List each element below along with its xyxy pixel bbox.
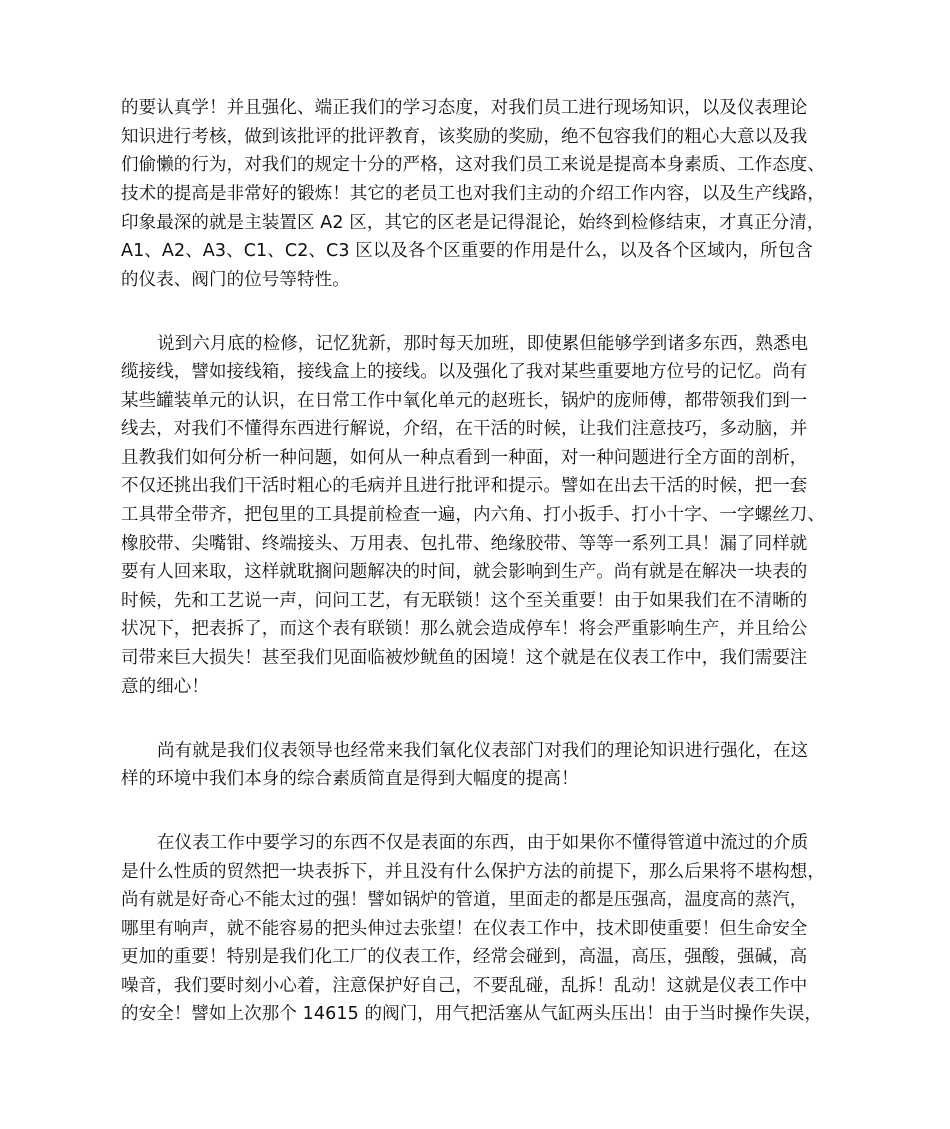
text-line: 的安全！譬如上次那个 14615 的阀门，用气把活塞从气缸两头压出！由于当时操作失误， (121, 1004, 823, 1024)
text-line: 司带来巨大损失！甚至我们见面临被炒鱿鱼的困境！这个就是在仪表工作中，我们需要注 (121, 648, 808, 668)
text-line: 且教我们如何分析一种问题，如何从一种点看到一种面，对一种问题进行全方面的剖析， (121, 448, 808, 468)
text-line: 某些罐装单元的认识，在日常工作中氧化单元的赵班长，锅炉的庞师傅，都带领我们到一 (121, 391, 808, 411)
text-line: 意的细心！ (121, 677, 209, 697)
text-line: 要有人回来取，这样就耽搁问题解决的时间，就会影响到生产。尚有就是在解决一块表的 (121, 562, 808, 582)
text-line: 尚有就是我们仪表领导也经常来我们氧化仪表部门对我们的理论知识进行强化，在这 (157, 741, 809, 761)
text-line: 工具带全带齐，把包里的工具提前检查一遍，内六角、打小扳手、打小十字、一字螺丝刀、 (121, 505, 825, 525)
text-line: 们偷懒的行为，对我们的规定十分的严格，这对我们员工来说是提高本身素质、工作态度、 (121, 155, 825, 175)
text-line: 时候，先和工艺说一声，问问工艺，有无联锁！这个至关重要！由于如果我们在不清晰的 (121, 591, 808, 611)
text-line: 的要认真学！并且强化、端正我们的学习态度，对我们员工进行现场知识，以及仪表理论 (121, 98, 808, 118)
text-line: 更加的重要！特别是我们化工厂的仪表工作，经常会碰到，高温，高压，强酸，强碱，高 (121, 947, 808, 967)
text-line: 知识进行考核，做到该批评的批评教育，该奖励的奖励，绝不包容我们的粗心大意以及我 (121, 127, 808, 147)
text-line: 在仪表工作中要学习的东西不仅是表面的东西，由于如果你不懂得管道中流过的介质 (157, 833, 809, 853)
text-line: 不仅还挑出我们干活时粗心的毛病并且进行批评和提示。譬如在出去干活的时候，把一套 (121, 476, 808, 496)
text-line: 尚有就是好奇心不能太过的强！譬如锅炉的管道，里面走的都是压强高，温度高的蒸汽， (121, 890, 808, 910)
text-line: 哪里有响声，就不能容易的把头伸过去张望！在仪表工作中，技术即使重要！但生命安全 (121, 919, 808, 939)
text-line: 样的环境中我们本身的综合素质简直是得到大幅度的提高！ (121, 769, 579, 789)
text-line: 的仪表、阀门的位号等特性。 (121, 270, 350, 290)
text-line: 线去，对我们不懂得东西进行解说，介绍，在干活的时候，让我们注意技巧，多动脑，并 (121, 419, 808, 439)
text-line: 橡胶带、尖嘴钳、终端接头、万用表、包扎带、绝缘胶带、等等一系列工具！漏了同样就 (121, 534, 808, 554)
text-line: 缆接线，譬如接线箱，接线盒上的接线。以及强化了我对某些重要地方位号的记忆。尚有 (121, 362, 808, 382)
text-line: 技术的提高是非常好的锻炼！其它的老员工也对我们主动的介绍工作内容，以及生产线路， (121, 184, 825, 204)
text-line: 说到六月底的检修，记忆犹新，那时每天加班，即使累但能够学到诸多东西，熟悉电 (157, 334, 809, 354)
text-line: 印象最深的就是主装置区 A2 区，其它的区老是记得混论，始终到检修结束，才真正分清， (121, 213, 825, 233)
text-line: 噪音，我们要时刻小心着，注意保护好自己，不要乱碰，乱拆！乱动！这就是仪表工作中 (121, 976, 808, 996)
text-line: 是什么性质的贸然把一块表拆下，并且没有什么保护方法的前提下，那么后果将不堪构想， (121, 862, 825, 882)
text-line: 状况下，把表拆了，而这个表有联锁！那么就会造成停车！将会严重影响生产，并且给公 (121, 619, 808, 639)
text-line: A1、A2、A3、C1、C2、C3 区以及各个区重要的作用是什么，以及各个区域内，所包含 (121, 241, 813, 261)
